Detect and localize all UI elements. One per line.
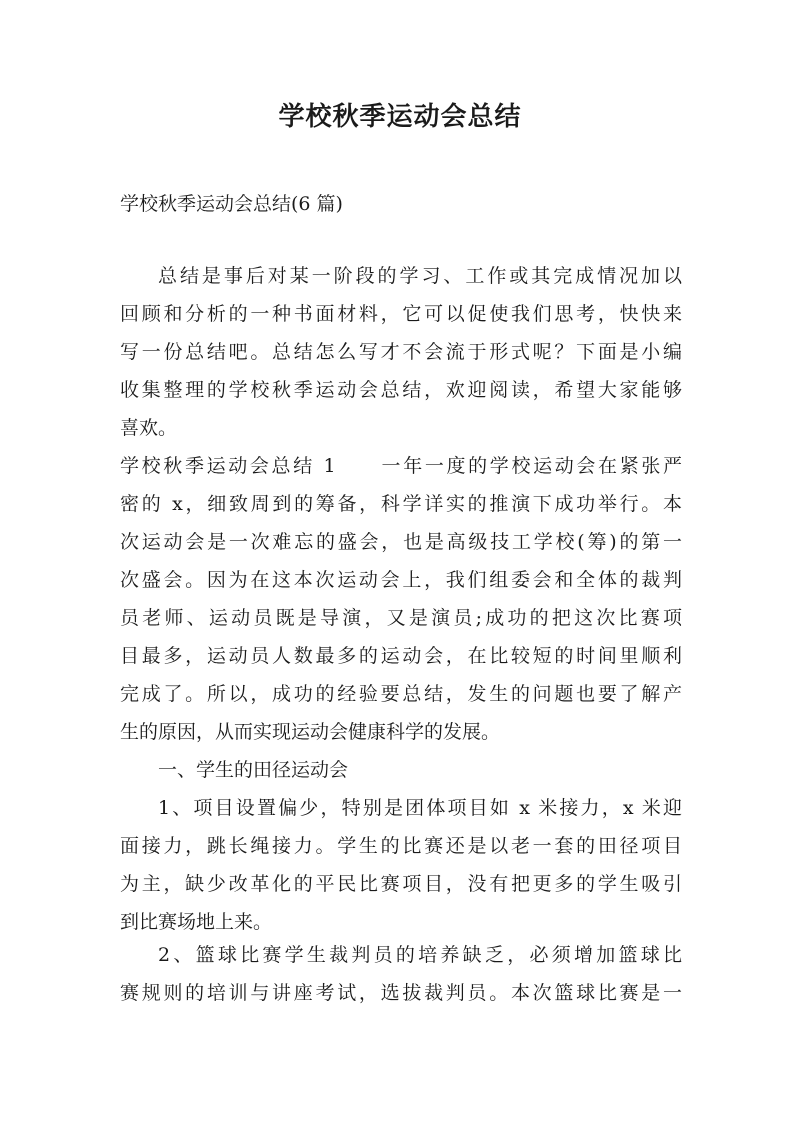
item2-paragraph [120,936,682,1012]
text-line: 员老师、运动员既是导演，又是演员;成功的把这次比赛项 [120,607,682,629]
intro-paragraph [120,257,682,447]
text-line: 写一份总结吧。总结怎么写才不会流于形式呢？下面是小编 [120,341,682,363]
text-line: 为主，缺少改革化的平民比赛项目，没有把更多的学生吸引 [120,873,682,895]
document-subtitle: 学校秋季运动会总结(6 篇) [120,193,343,215]
section-heading [120,751,682,789]
text-line: 面接力，跳长绳接力。学生的比赛还是以老一套的田径项目 [120,835,682,857]
text-line: 次盛会。因为在这本次运动会上，我们组委会和全体的裁判 [120,569,682,591]
text-line: 学校秋季运动会总结 1 一年一度的学校运动会在紧张严 [120,455,682,477]
text-line: 密的 x，细致周到的筹备，科学详实的推演下成功举行。本 [120,493,682,515]
text-line: 收集整理的学校秋季运动会总结，欢迎阅读，希望大家能够 [120,379,682,401]
text-line: 1、项目设置偏少，特别是团体项目如 x 米接力，x 米迎 [158,797,682,819]
text-line: 目最多，运动员人数最多的运动会，在比较短的时间里顺利 [120,645,682,667]
text-line: 到比赛场地上来。 [120,911,273,933]
text-line: 回顾和分析的一种书面材料，它可以促使我们思考，快快来 [120,303,682,325]
item1-paragraph [120,789,682,941]
heading-text: 一、学生的田径运动会 [158,759,349,781]
document-title: 学校秋季运动会总结 [278,102,522,132]
text-line: 次运动会是一次难忘的盛会，也是高级技工学校(筹)的第一 [120,531,682,553]
text-line: 赛规则的培训与讲座考试，选拔裁判员。本次篮球比赛是一 [120,982,682,1004]
text-line: 喜欢。 [120,417,178,439]
text-line: 完成了。所以，成功的经验要总结，发生的问题也要了解产 [120,683,682,705]
text-line: 总结是事后对某一阶段的学习、工作或其完成情况加以 [158,265,682,287]
text-line: 生的原因，从而实现运动会健康科学的发展。 [120,721,501,743]
section1-paragraph [120,447,682,751]
text-line: 2、篮球比赛学生裁判员的培养缺乏，必须增加篮球比 [158,944,682,966]
